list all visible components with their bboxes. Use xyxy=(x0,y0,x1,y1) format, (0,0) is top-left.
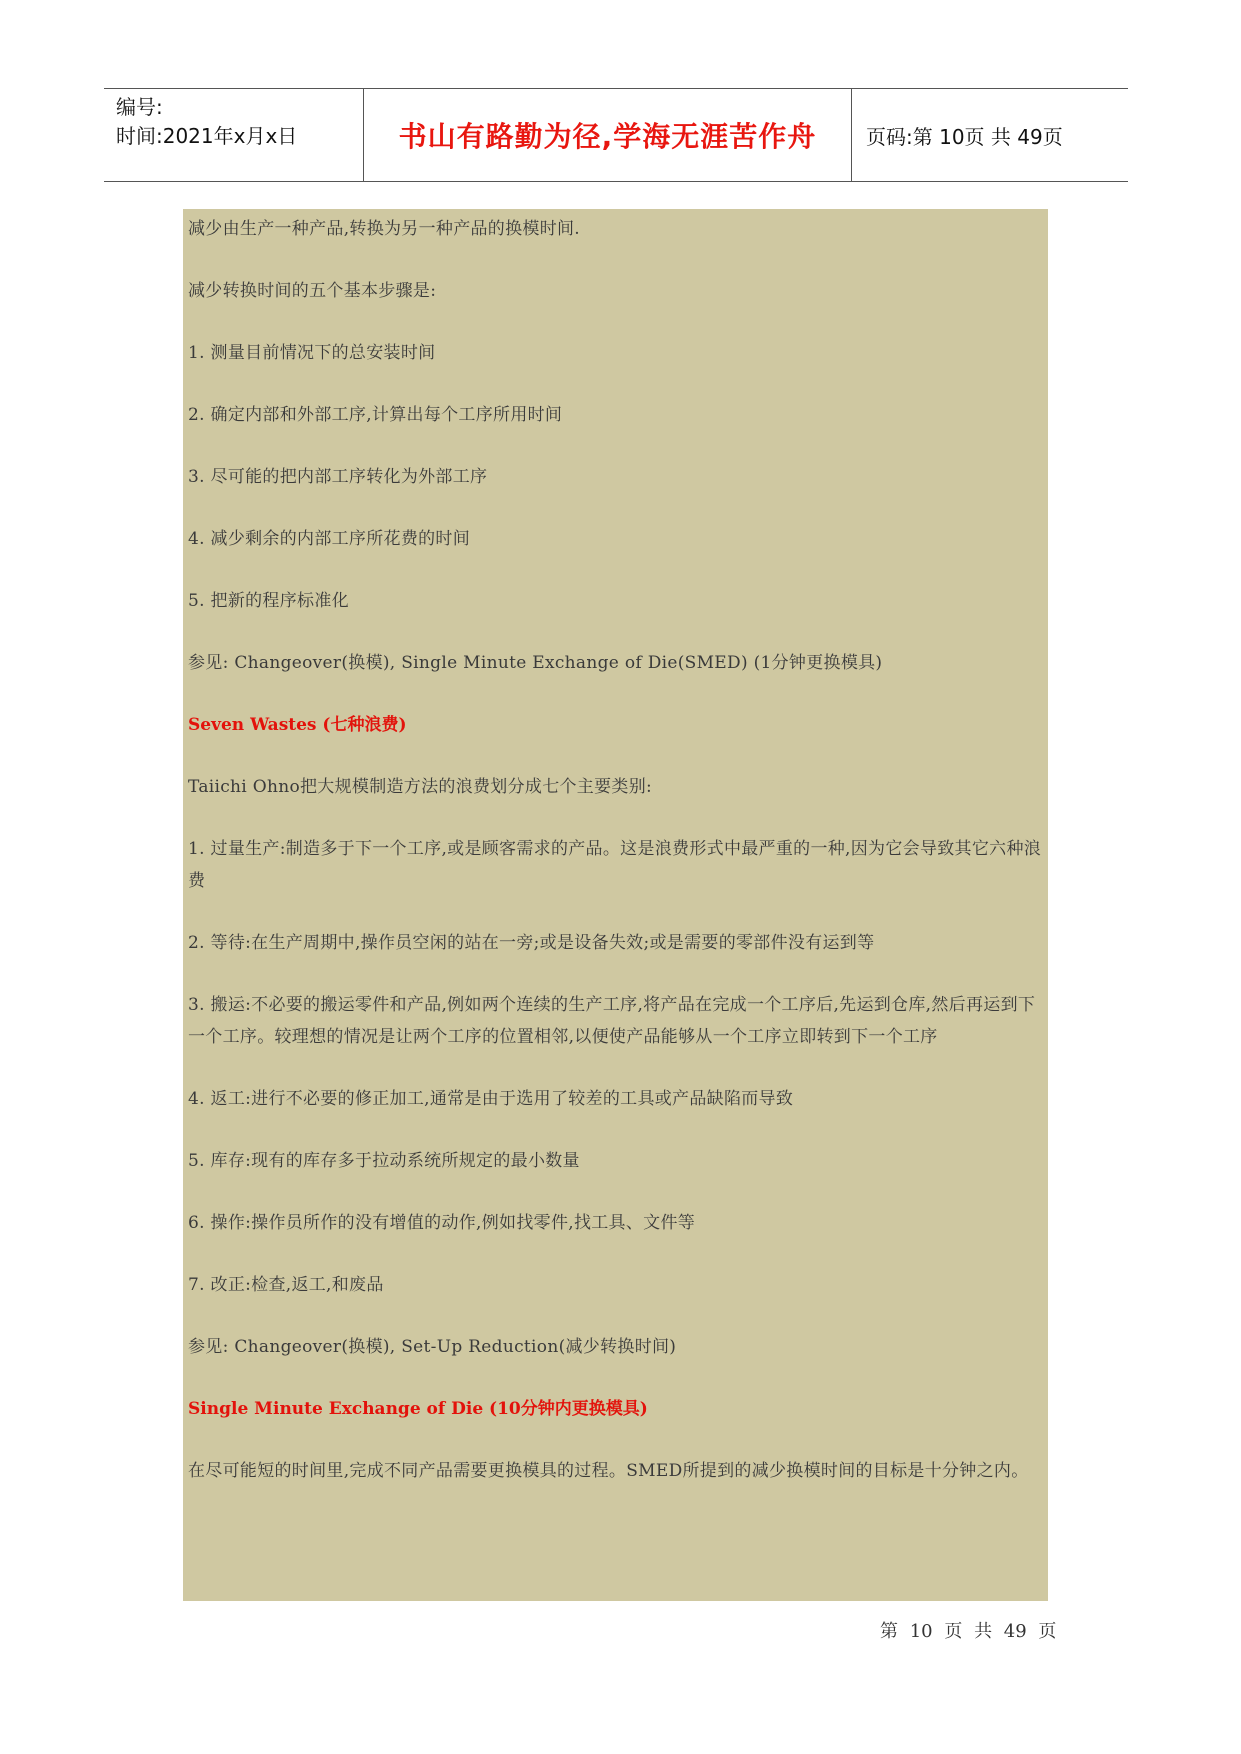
waste-item: 6. 操作:操作员所作的没有增值的动作,例如找零件,找工具、文件等 xyxy=(188,1213,696,1233)
waste-item: 3. 搬运:不必要的搬运零件和产品,例如两个连续的生产工序,将产品在完成一个工序后,先运到仓库,然后再运到下一个工序。较理想的情况是让两个工序的位置相邻,以便使产品能够从一个工序立即转到下一个工序 xyxy=(188,995,1036,1047)
step-item: 5. 把新的程序标准化 xyxy=(188,591,349,611)
see-also-paragraph: 参见: Changeover(换模), Set-Up Reduction(减少转换时间) xyxy=(188,1337,677,1357)
seven-wastes-intro: Taiichi Ohno把大规模制造方法的浪费划分成七个主要类别: xyxy=(188,777,653,797)
page-header xyxy=(104,88,1128,182)
document-time-label: 时间:2021年x月x日 xyxy=(116,124,298,148)
waste-item: 5. 库存:现有的库存多于拉动系统所规定的最小数量 xyxy=(188,1151,580,1171)
intro-paragraph: 减少由生产一种产品,转换为另一种产品的换模时间. xyxy=(188,219,581,239)
waste-item: 7. 改正:检查,返工,和废品 xyxy=(188,1275,384,1295)
step-item: 2. 确定内部和外部工序,计算出每个工序所用时间 xyxy=(188,405,563,425)
page-footer: 第 10 页 共 49 页 xyxy=(880,1621,1057,1642)
step-item: 4. 减少剩余的内部工序所花费的时间 xyxy=(188,529,471,549)
waste-item: 2. 等待:在生产周期中,操作员空闲的站在一旁;或是设备失效;或是需要的零部件没有运到等 xyxy=(188,933,875,953)
steps-intro: 减少转换时间的五个基本步骤是: xyxy=(188,281,437,301)
see-also-paragraph: 参见: Changeover(换模), Single Minute Exchange of Die(SMED) (1分钟更换模具) xyxy=(188,653,883,673)
waste-item: 4. 返工:进行不必要的修正加工,通常是由于选用了较差的工具或产品缺陷而导致 xyxy=(188,1089,794,1109)
document-number-label: 编号: xyxy=(116,95,163,119)
waste-item: 1. 过量生产:制造多于下一个工序,或是顾客需求的产品。这是浪费形式中最严重的一种,因为它会导致其它六种浪费 xyxy=(188,839,1042,891)
header-page-code: 页码:第 10页 共 49页 xyxy=(866,124,1063,149)
smed-description: 在尽可能短的时间里,完成不同产品需要更换模具的过程。SMED所提到的减少换模时间的目标是十分钟之内。 xyxy=(188,1461,1029,1481)
step-item: 1. 测量目前情况下的总安装时间 xyxy=(188,343,436,363)
step-item: 3. 尽可能的把内部工序转化为外部工序 xyxy=(188,467,488,487)
section-heading-smed: Single Minute Exchange of Die (10分钟内更换模具) xyxy=(188,1399,648,1419)
header-motto: 书山有路勤为径,学海无涯苦作舟 xyxy=(364,89,852,181)
section-heading-seven-wastes: Seven Wastes (七种浪费) xyxy=(188,715,407,735)
header-meta xyxy=(104,89,364,181)
content-panel xyxy=(183,209,1048,1601)
